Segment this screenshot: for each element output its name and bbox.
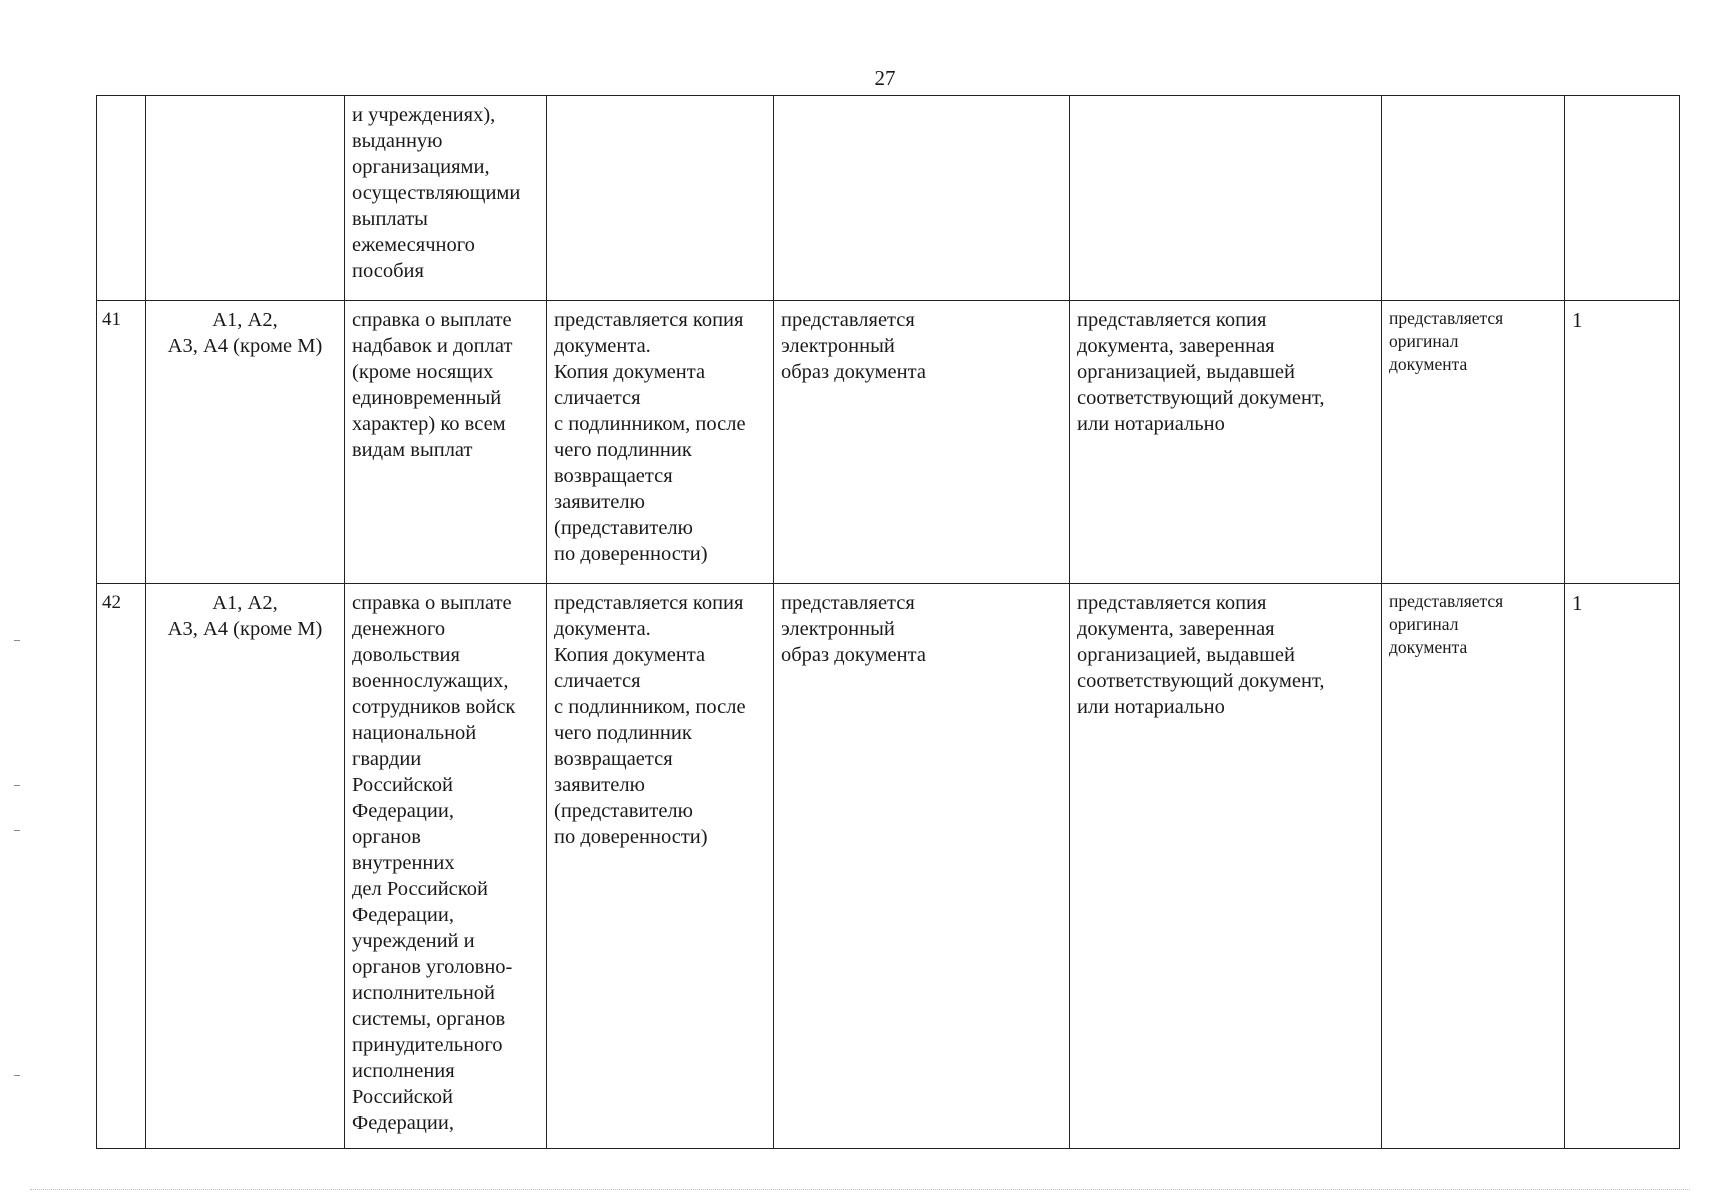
row-number-cell: 41 <box>97 301 146 584</box>
scan-noise-line <box>30 1189 1690 1192</box>
paper-submission-cell: представляется копия документа. Копия документа сличается с подлинником, после чего подлинник возвращается заявителю (представителю по доверенности) <box>547 584 774 1149</box>
page-number: 27 <box>874 66 896 90</box>
scan-margin-mark <box>14 640 20 641</box>
document-name-cell: справка о выплате надбавок и доплат (кроме носящих единовременный характер) ко всем видам выплат <box>345 301 547 584</box>
original-cell <box>1382 96 1565 301</box>
applicant-category-cell: А1, А2, А3, А4 (кроме М) <box>146 584 345 1149</box>
table-row <box>97 96 1680 301</box>
paper-submission-cell: представляется копия документа. Копия документа сличается с подлинником, после чего подлинник возвращается заявителю (представителю по доверенности) <box>547 301 774 584</box>
electronic-submission-cell: представляется электронный образ документа <box>774 301 1070 584</box>
table-row <box>97 584 1680 1149</box>
certification-cell: представляется копия документа, заверенная организацией, выдавшей соответствующий документ, или нотариально <box>1070 301 1382 584</box>
document-name-cell: и учреждениях), выданную организациями, осуществляющими выплаты ежемесячного пособия <box>345 96 547 301</box>
scan-margin-mark <box>14 830 20 831</box>
table-row <box>97 301 1680 584</box>
count-cell: 1 <box>1565 584 1680 1149</box>
scan-margin-mark <box>14 1075 20 1076</box>
requirements-table <box>96 95 1680 1149</box>
row-number-cell <box>97 96 146 301</box>
scan-margin-mark <box>14 785 20 786</box>
electronic-submission-cell: представляется электронный образ документа <box>774 584 1070 1149</box>
original-cell: представляется оригинал документа <box>1382 301 1565 584</box>
certification-cell: представляется копия документа, заверенная организацией, выдавшей соответствующий документ, или нотариально <box>1070 584 1382 1149</box>
count-cell: 1 <box>1565 301 1680 584</box>
applicant-category-cell <box>146 96 345 301</box>
certification-cell <box>1070 96 1382 301</box>
electronic-submission-cell <box>774 96 1070 301</box>
count-cell <box>1565 96 1680 301</box>
row-number-cell: 42 <box>97 584 146 1149</box>
applicant-category-cell: А1, А2, А3, А4 (кроме М) <box>146 301 345 584</box>
paper-submission-cell <box>547 96 774 301</box>
original-cell: представляется оригинал документа <box>1382 584 1565 1149</box>
document-name-cell: справка о выплате денежного довольствия военнослужащих, сотрудников войск национальной гвардии Российской Федерации, органов внутренних дел Российской Федерации, учреждений и органов уголовно- исполнительной системы, органов принудительного исполнения Российской Федерации, <box>345 584 547 1149</box>
